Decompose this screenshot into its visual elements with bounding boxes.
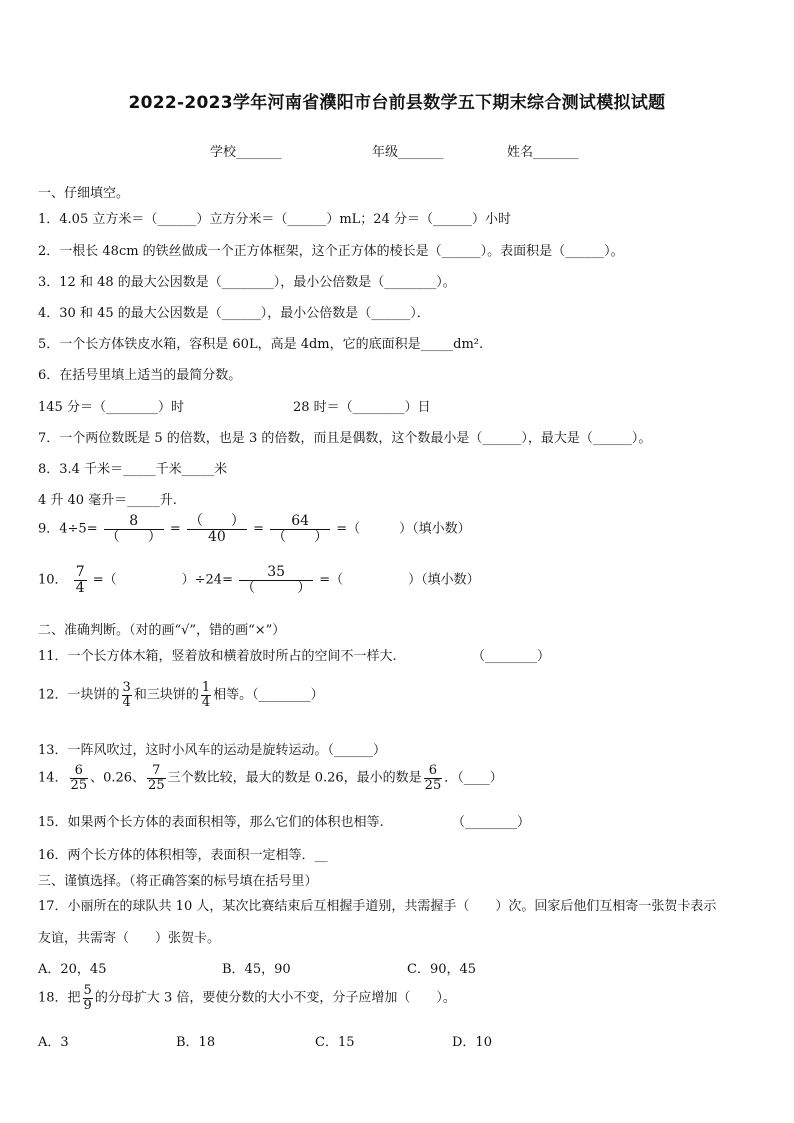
q18-f-denominator: 9 [83,997,92,1013]
question-8b: 4 升 40 毫升＝_____升. [38,493,177,508]
question-17-line-1: 17．小丽所在的球队共 10 人，某次比赛结束后互相握手道别，共需握手（ ）次。回家后他们互相寄一张贺卡表示 [38,899,717,914]
question-18 [38,984,456,1012]
question-17-option-a: A．20，45 [38,962,107,977]
q14-f2-numerator: 7 [152,763,161,778]
q12-fraction-1 [122,681,132,709]
question-4: 4．30 和 45 的最大公因数是（______），最小公倍数是（______）． [38,306,430,321]
question-8a: 8．3.4 千米＝_____千米_____米 [38,462,228,477]
q10-fraction-2 [239,565,313,595]
school-field[interactable]: 学校_______ [210,145,282,160]
page-title: 2022-2023学年河南省濮阳市台前县数学五下期末综合测试模拟试题 [128,93,666,113]
q9-f3-denominator: （ ） [272,528,329,545]
q12-middle: 和三块饼的 [133,687,199,703]
q14-fraction-2 [147,764,166,792]
q9-equals-1: = [169,521,181,537]
q10-prefix: 10． [38,572,68,588]
question-6b: 28 时＝（________）日 [293,400,431,415]
q14-suffix: ．（____） [444,770,503,786]
q10-f2-denominator: （ ） [241,579,312,596]
q14-fraction-1 [70,764,89,792]
q12-f1-numerator: 3 [122,680,131,695]
q18-suffix: 的分母扩大 3 倍，要使分数的大小不变，分子应增加（ ）。 [94,990,456,1006]
question-1: 1．4.05 立方米＝（______）立方分米＝（______）mL；24 分＝（______）小时 [38,212,511,227]
question-10 [38,565,480,595]
q10-middle: =（ ）÷24= [92,572,233,588]
question-9 [38,514,471,544]
question-18-option-c: C．15 [315,1035,355,1050]
question-6a: 145 分＝（________）时 [38,400,184,415]
question-17-line-2: 友谊，共需寄（ ）张贺卡。 [38,931,221,946]
q9-f1-numerator: 8 [129,513,139,529]
question-17-option-b: B．45，90 [222,962,291,977]
q12-fraction-2 [201,681,211,709]
question-16: 16．两个长方体的体积相等，表面积一定相等．__ [38,848,328,863]
question-17-option-c: C．90，45 [407,962,477,977]
q14-middle-2: 三个数比较，最大的数是 0.26，最小的数是 [167,770,422,786]
section-heading-3: 三、谨慎选择。（将正确答案的标号填在括号里） [38,874,318,889]
question-18-option-b: B．18 [176,1035,216,1050]
q9-fraction-2 [187,514,247,544]
q14-prefix: 14． [38,770,68,786]
q14-f3-denominator: 25 [424,777,442,793]
q9-fraction-1 [104,514,164,544]
question-18-option-a: A．3 [38,1035,69,1050]
q10-f2-numerator: 35 [267,564,286,580]
question-5: 5．一个长方体铁皮水箱，容积是 60L，高是 4dm，它的底面积是_____dm². [38,337,484,352]
question-11: 11．一个长方体木箱，竖着放和横着放时所占的空间不一样大. [38,649,397,664]
question-3: 3．12 和 48 的最大公因数是（________），最小公倍数是（________）。 [38,275,456,290]
question-2: 2．一根长 48cm 的铁丝做成一个正方体框架，这个正方体的棱长是（______）。表面积是（______）。 [38,244,624,259]
q14-middle-1: 、0.26、 [90,770,146,786]
question-15-blank: （________） [452,815,531,830]
q14-fraction-3 [424,764,443,792]
q9-f2-denominator: 40 [187,529,247,545]
question-13: 13．一阵风吹过，这时小风车的运动是旋转运动。（______） [38,743,387,758]
q14-f1-numerator: 6 [74,763,83,778]
q10-f1-numerator: 7 [75,564,85,580]
q14-f2-denominator: 25 [148,777,165,793]
q10-f1-denominator: 4 [75,579,85,596]
q9-suffix: =（ ）（填小数） [336,521,471,537]
question-7: 7．一个两位数既是 5 的倍数，也是 3 的倍数，而且是偶数，这个数最小是（______），最大是（______）。 [38,431,652,446]
question-14 [38,764,503,792]
q14-f3-numerator: 6 [428,763,438,778]
question-6: 6．在括号里填上适当的最简分数。 [38,368,242,383]
q12-f2-denominator: 4 [201,694,211,710]
question-11-blank: （________） [472,649,551,664]
q18-f-numerator: 5 [83,983,92,998]
q12-suffix: 相等。（________） [213,687,324,703]
q9-f1-denominator: （ ） [105,528,162,545]
question-18-option-d: D．10 [452,1035,492,1050]
q18-fraction [83,984,93,1012]
q14-f1-denominator: 25 [70,777,88,793]
q9-fraction-3 [270,514,330,544]
q10-suffix: =（ ）（填小数） [319,572,480,588]
q9-equals-2: = [253,521,264,537]
q10-fraction-1 [74,565,87,595]
section-heading-1: 一、仔细填空。 [38,186,130,201]
q9-f2-numerator: （ ） [188,513,245,529]
name-field[interactable]: 姓名_______ [507,145,579,160]
q12-f1-denominator: 4 [122,694,131,710]
q9-prefix: 9．4÷5= [38,521,98,537]
section-heading-2: 二、准确判断。（对的画“√”，错的画“×”） [38,623,286,638]
q12-prefix: 12．一块饼的 [38,687,120,703]
q18-prefix: 18．把 [38,990,81,1006]
q12-f2-numerator: 1 [201,680,211,695]
question-15: 15．如果两个长方体的表面积相等，那么它们的体积也相等. [38,815,384,830]
q9-f3-numerator: 64 [291,513,310,529]
question-12 [38,681,324,709]
grade-field[interactable]: 年级_______ [372,145,444,160]
